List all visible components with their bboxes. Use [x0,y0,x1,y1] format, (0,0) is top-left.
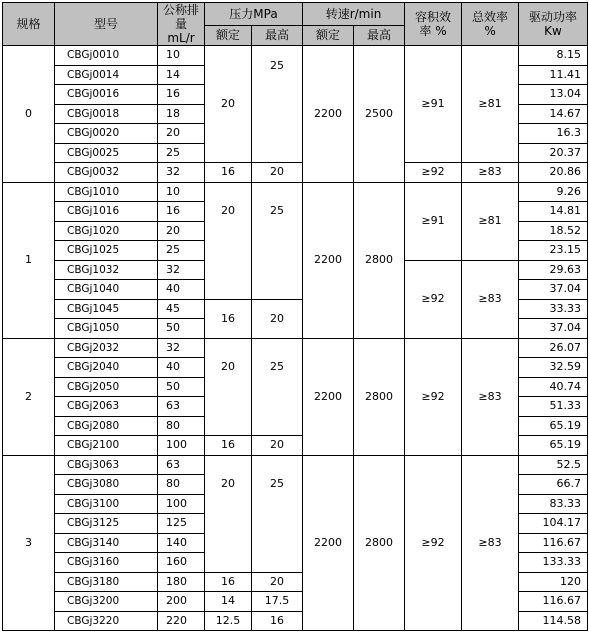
model-cell: CBGj3063 [55,455,158,475]
header-displacement: 公称排量 mL/r [158,3,205,46]
pressure-max-cell: 20 [252,163,303,183]
pressure-rated-cell: 12.5 [205,611,252,631]
displacement-cell: 80 [158,475,205,495]
header-pressure-rated: 额定 [205,25,252,45]
power-cell: 51.33 [519,397,588,417]
pressure-max-cell: 25 [252,455,303,572]
power-cell: 65.19 [519,436,588,456]
displacement-cell: 50 [158,319,205,339]
displacement-cell: 220 [158,611,205,631]
displacement-cell: 100 [158,436,205,456]
model-cell: CBGj1025 [55,241,158,261]
displacement-cell: 20 [158,124,205,144]
power-cell: 40.74 [519,377,588,397]
total-eff-cell: ≥83 [462,455,519,631]
model-cell: CBGj1016 [55,202,158,222]
displacement-cell: 50 [158,377,205,397]
power-cell: 20.86 [519,163,588,183]
power-cell: 8.15 [519,46,588,66]
displacement-cell: 200 [158,592,205,612]
displacement-cell: 40 [158,358,205,378]
displacement-cell: 25 [158,143,205,163]
power-cell: 37.04 [519,280,588,300]
header-speed-max: 最高 [354,25,405,45]
model-cell: CBGj2080 [55,416,158,436]
pressure-max-cell: 25 [252,46,303,163]
model-cell: CBGj3220 [55,611,158,631]
power-cell: 9.26 [519,182,588,202]
power-cell: 83.33 [519,494,588,514]
model-cell: CBGj0016 [55,85,158,105]
displacement-cell: 180 [158,572,205,592]
power-cell: 116.67 [519,592,588,612]
displacement-cell: 10 [158,182,205,202]
header-pressure: 压力MPa [205,3,303,26]
model-cell: CBGj3080 [55,475,158,495]
speed-rated-cell: 2200 [303,182,354,338]
model-cell: CBGj2050 [55,377,158,397]
model-cell: CBGj1032 [55,260,158,280]
model-cell: CBGj2063 [55,397,158,417]
model-cell: CBGj3180 [55,572,158,592]
power-cell: 37.04 [519,319,588,339]
pressure-rated-cell: 16 [205,299,252,338]
pressure-rated-cell: 16 [205,436,252,456]
total-eff-cell: ≥81 [462,46,519,163]
model-cell: CBGj3200 [55,592,158,612]
power-cell: 23.15 [519,241,588,261]
displacement-cell: 10 [158,46,205,66]
model-cell: CBGj0010 [55,46,158,66]
power-cell: 14.67 [519,104,588,124]
spec-cell: 3 [3,455,55,631]
displacement-cell: 18 [158,104,205,124]
power-cell: 26.07 [519,338,588,358]
vol-eff-cell: ≥92 [405,260,462,338]
vol-eff-cell: ≥91 [405,182,462,260]
pressure-rated-cell: 20 [205,182,252,299]
model-cell: CBGj2100 [55,436,158,456]
power-cell: 11.41 [519,65,588,85]
displacement-cell: 32 [158,163,205,183]
displacement-cell: 20 [158,221,205,241]
vol-eff-cell: ≥92 [405,338,462,455]
pressure-max-cell: 20 [252,299,303,338]
vol-eff-cell: ≥92 [405,163,462,183]
displacement-cell: 32 [158,260,205,280]
power-cell: 29.63 [519,260,588,280]
header-total-eff: 总效率 % [462,3,519,46]
model-cell: CBGj2040 [55,358,158,378]
pressure-rated-cell: 14 [205,592,252,612]
table-row [3,46,588,66]
header-power: 驱动功率 Kw [519,3,588,46]
displacement-cell: 63 [158,397,205,417]
model-cell: CBGj0020 [55,124,158,144]
pressure-rated-cell: 20 [205,46,252,163]
power-cell: 52.5 [519,455,588,475]
pressure-max-cell: 17.5 [252,592,303,612]
model-cell: CBGj1010 [55,182,158,202]
power-cell: 116.67 [519,533,588,553]
pressure-max-cell: 16 [252,611,303,631]
power-cell: 104.17 [519,514,588,534]
total-eff-cell: ≥83 [462,338,519,455]
power-cell: 114.58 [519,611,588,631]
header-spec: 规格 [3,3,55,46]
vol-eff-cell: ≥91 [405,46,462,163]
model-cell: CBGj1045 [55,299,158,319]
power-cell: 65.19 [519,416,588,436]
power-cell: 18.52 [519,221,588,241]
header-speed: 转速r/min [303,3,405,26]
model-cell: CBGj3100 [55,494,158,514]
pressure-rated-cell: 20 [205,338,252,436]
power-cell: 32.59 [519,358,588,378]
pressure-rated-cell: 20 [205,455,252,572]
model-cell: CBGj0025 [55,143,158,163]
power-cell: 13.04 [519,85,588,105]
model-cell: CBGj1050 [55,319,158,339]
speed-max-cell: 2800 [354,338,405,455]
model-cell: CBGj0018 [55,104,158,124]
header-vol-eff: 容积效 率 % [405,3,462,46]
displacement-cell: 160 [158,553,205,573]
model-cell: CBGj0014 [55,65,158,85]
speed-rated-cell: 2200 [303,455,354,631]
displacement-cell: 14 [158,65,205,85]
displacement-cell: 16 [158,202,205,222]
spec-cell: 2 [3,338,55,455]
pressure-max-cell: 20 [252,572,303,592]
pressure-rated-cell: 16 [205,163,252,183]
table-row [3,338,588,358]
speed-max-cell: 2500 [354,46,405,183]
speed-max-cell: 2800 [354,455,405,631]
model-cell: CBGj3125 [55,514,158,534]
total-eff-cell: ≥83 [462,260,519,338]
pressure-max-cell: 25 [252,338,303,436]
displacement-cell: 63 [158,455,205,475]
displacement-cell: 45 [158,299,205,319]
table-row [3,455,588,475]
header-speed-rated: 额定 [303,25,354,45]
vol-eff-cell: ≥92 [405,455,462,631]
power-cell: 14.81 [519,202,588,222]
model-cell: CBGj3160 [55,553,158,573]
pressure-rated-cell: 16 [205,572,252,592]
displacement-cell: 100 [158,494,205,514]
displacement-cell: 125 [158,514,205,534]
model-cell: CBGj2032 [55,338,158,358]
total-eff-cell: ≥83 [462,163,519,183]
power-cell: 133.33 [519,553,588,573]
spec-cell: 0 [3,46,55,183]
displacement-cell: 80 [158,416,205,436]
model-cell: CBGj3140 [55,533,158,553]
model-cell: CBGj1040 [55,280,158,300]
power-cell: 66.7 [519,475,588,495]
spec-cell: 1 [3,182,55,338]
displacement-cell: 40 [158,280,205,300]
table-row [3,182,588,202]
power-cell: 16.3 [519,124,588,144]
model-cell: CBGj0032 [55,163,158,183]
total-eff-cell: ≥81 [462,182,519,260]
header-pressure-max: 最高 [252,25,303,45]
speed-rated-cell: 2200 [303,46,354,183]
pressure-max-cell: 20 [252,436,303,456]
displacement-cell: 16 [158,85,205,105]
header-row-1 [3,3,588,26]
table-row [3,163,588,183]
model-cell: CBGj1020 [55,221,158,241]
displacement-cell: 25 [158,241,205,261]
pump-spec-table [2,2,588,631]
power-cell: 20.37 [519,143,588,163]
pressure-max-cell: 25 [252,182,303,299]
speed-max-cell: 2800 [354,182,405,338]
speed-rated-cell: 2200 [303,338,354,455]
power-cell: 33.33 [519,299,588,319]
header-model: 型号 [55,3,158,46]
power-cell: 120 [519,572,588,592]
displacement-cell: 140 [158,533,205,553]
displacement-cell: 32 [158,338,205,358]
